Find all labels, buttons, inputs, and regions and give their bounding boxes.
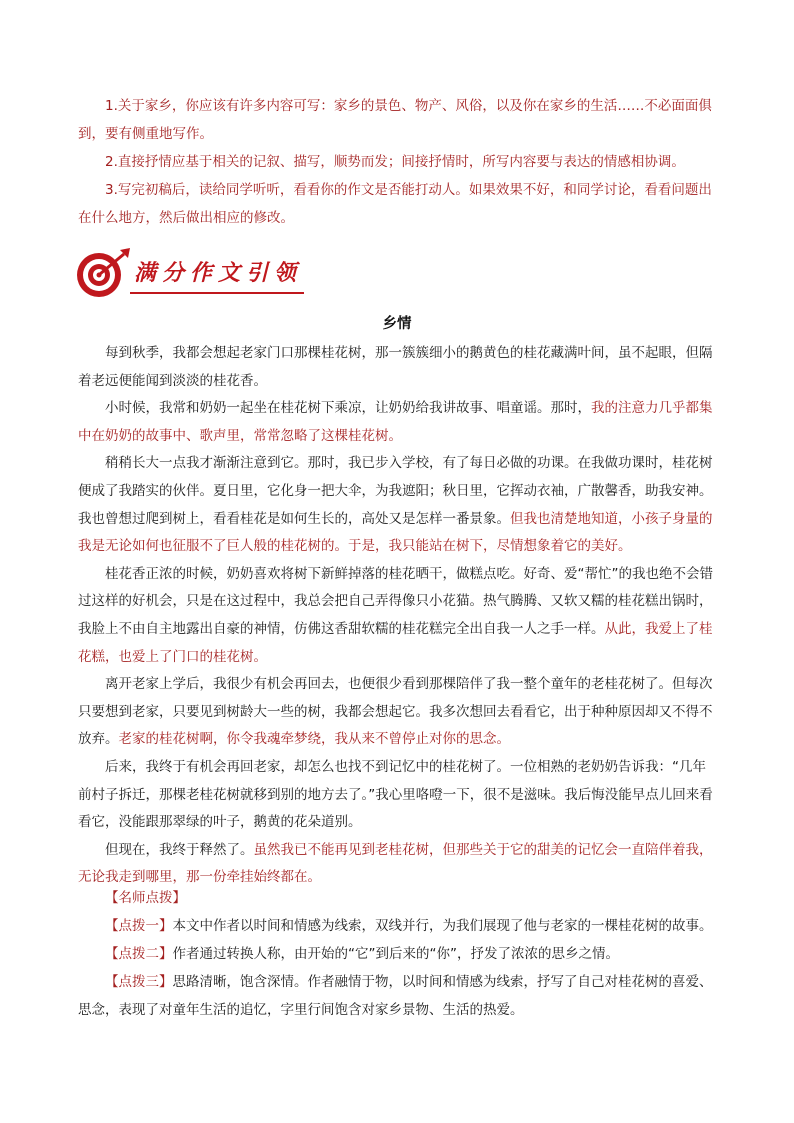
teacher-comments [78,884,718,1024]
comment-heading: 【名师点拨】 [105,890,186,906]
essay-paragraph: 离开老家上学后，我很少有机会再回去，也便很少看到那棵陪伴了我一整个童年的老桂花树了。但每次只要想到老家，只要见到树龄大一些的树，我都会想起它。我多次想回去看看它，出于种种原因却又不得不放弃。老家的桂花树啊，你令我魂牵梦绕，我从来不曾停止对你的思念。 [78,676,713,748]
section-banner [74,248,306,300]
writing-tips [78,92,718,232]
comment-item: 【点拨二】作者通过转换人称，由开始的“它”到后来的“你”，抒发了浓浓的思乡之情。 [105,946,619,962]
tip-1: 1.关于家乡，你应该有许多内容可写：家乡的景色、物产、风俗，以及你在家乡的生活……不必面面俱到，要有侧重地写作。 [78,98,712,142]
tip-3: 3.写完初稿后，读给同学听听，看看你的作文是否能打动人。如果效果不好，和同学讨论，看看问题出在什么地方，然后做出相应的修改。 [78,182,712,226]
essay-title: 乡情 [382,316,412,332]
comment-item: 【点拨三】思路清晰，饱含深情。作者融情于物，以时间和情感为线索，抒写了自己对桂花树的喜爱、思念，表现了对童年生活的追忆，字里行间饱含对家乡景物、生活的热爱。 [78,974,713,1018]
comment-item: 【点拨一】本文中作者以时间和情感为线索，双线并行，为我们展现了他与老家的一棵桂花树的故事。 [105,918,713,934]
banner-underline [130,292,304,294]
tip-2: 2.直接抒情应基于相关的记叙、描写，顺势而发；间接抒情时，所写内容要与表达的情感相协调。 [105,154,685,170]
essay-paragraph: 后来，我终于有机会再回老家，却怎么也找不到记忆中的桂花树了。一位相熟的老奶奶告诉我：“几年前村子拆迁，那棵老桂花树就移到别的地方去了。”我心里咯噔一下，很不是滋味。我后悔没能早点儿回来看看它，没能跟那翠绿的叶子，鹅黄的花朵道别。 [78,758,713,831]
essay-paragraph: 桂花香正浓的时候，奶奶喜欢将树下新鲜掉落的桂花晒干，做糕点吃。好奇、爱“帮忙”的我也绝不会错过这样的好机会，只是在这过程中，我总会把自己弄得像只小花猫。热气腾腾、又软又糯的桂花糕出锅时，我脸上不由自主地露出自豪的神情，仿佛这香甜软糯的桂花糕完全出自我一人之手一样。从此，我爱上了桂花糕，也爱上了门口的桂花树。 [78,565,713,665]
essay-paragraph: 但现在，我终于释然了。虽然我已不能再见到老桂花树，但那些关于它的甜美的记忆会一直陪伴着我，无论我走到哪里，那一份牵挂始终都在。 [78,841,713,886]
essay-paragraph: 稍稍长大一点我才渐渐注意到它。那时，我已步入学校，有了每日必做的功课。在我做功课时，桂花树便成了我踏实的伙伴。夏日里，它化身一把大伞，为我遮阳；秋日里，它挥动衣袖，广散馨香，助我安神。我也曾想过爬到树上，看看桂花是如何生长的，高处又是怎样一番景象。但我也清楚地知道，小孩子身量的我是无论如何也征服不了巨人般的桂花树的。于是，我只能站在树下，尽情想象着它的美好。 [78,455,713,555]
essay-paragraph: 小时候，我常和奶奶一起坐在桂花树下乘凉，让奶奶给我讲故事、唱童谣。那时，我的注意力几乎都集中在奶奶的故事中、歌声里，常常忽略了这棵桂花树。 [78,400,713,444]
essay-paragraph: 每到秋季，我都会想起老家门口那棵桂花树，那一簇簇细小的鹅黄色的桂花藏满叶间，虽不起眼，但隔着老远便能闻到淡淡的桂花香。 [78,345,713,389]
target-arrow-icon [74,248,132,300]
banner-title: 满分作文引领 [134,260,303,286]
essay-body [78,340,718,892]
